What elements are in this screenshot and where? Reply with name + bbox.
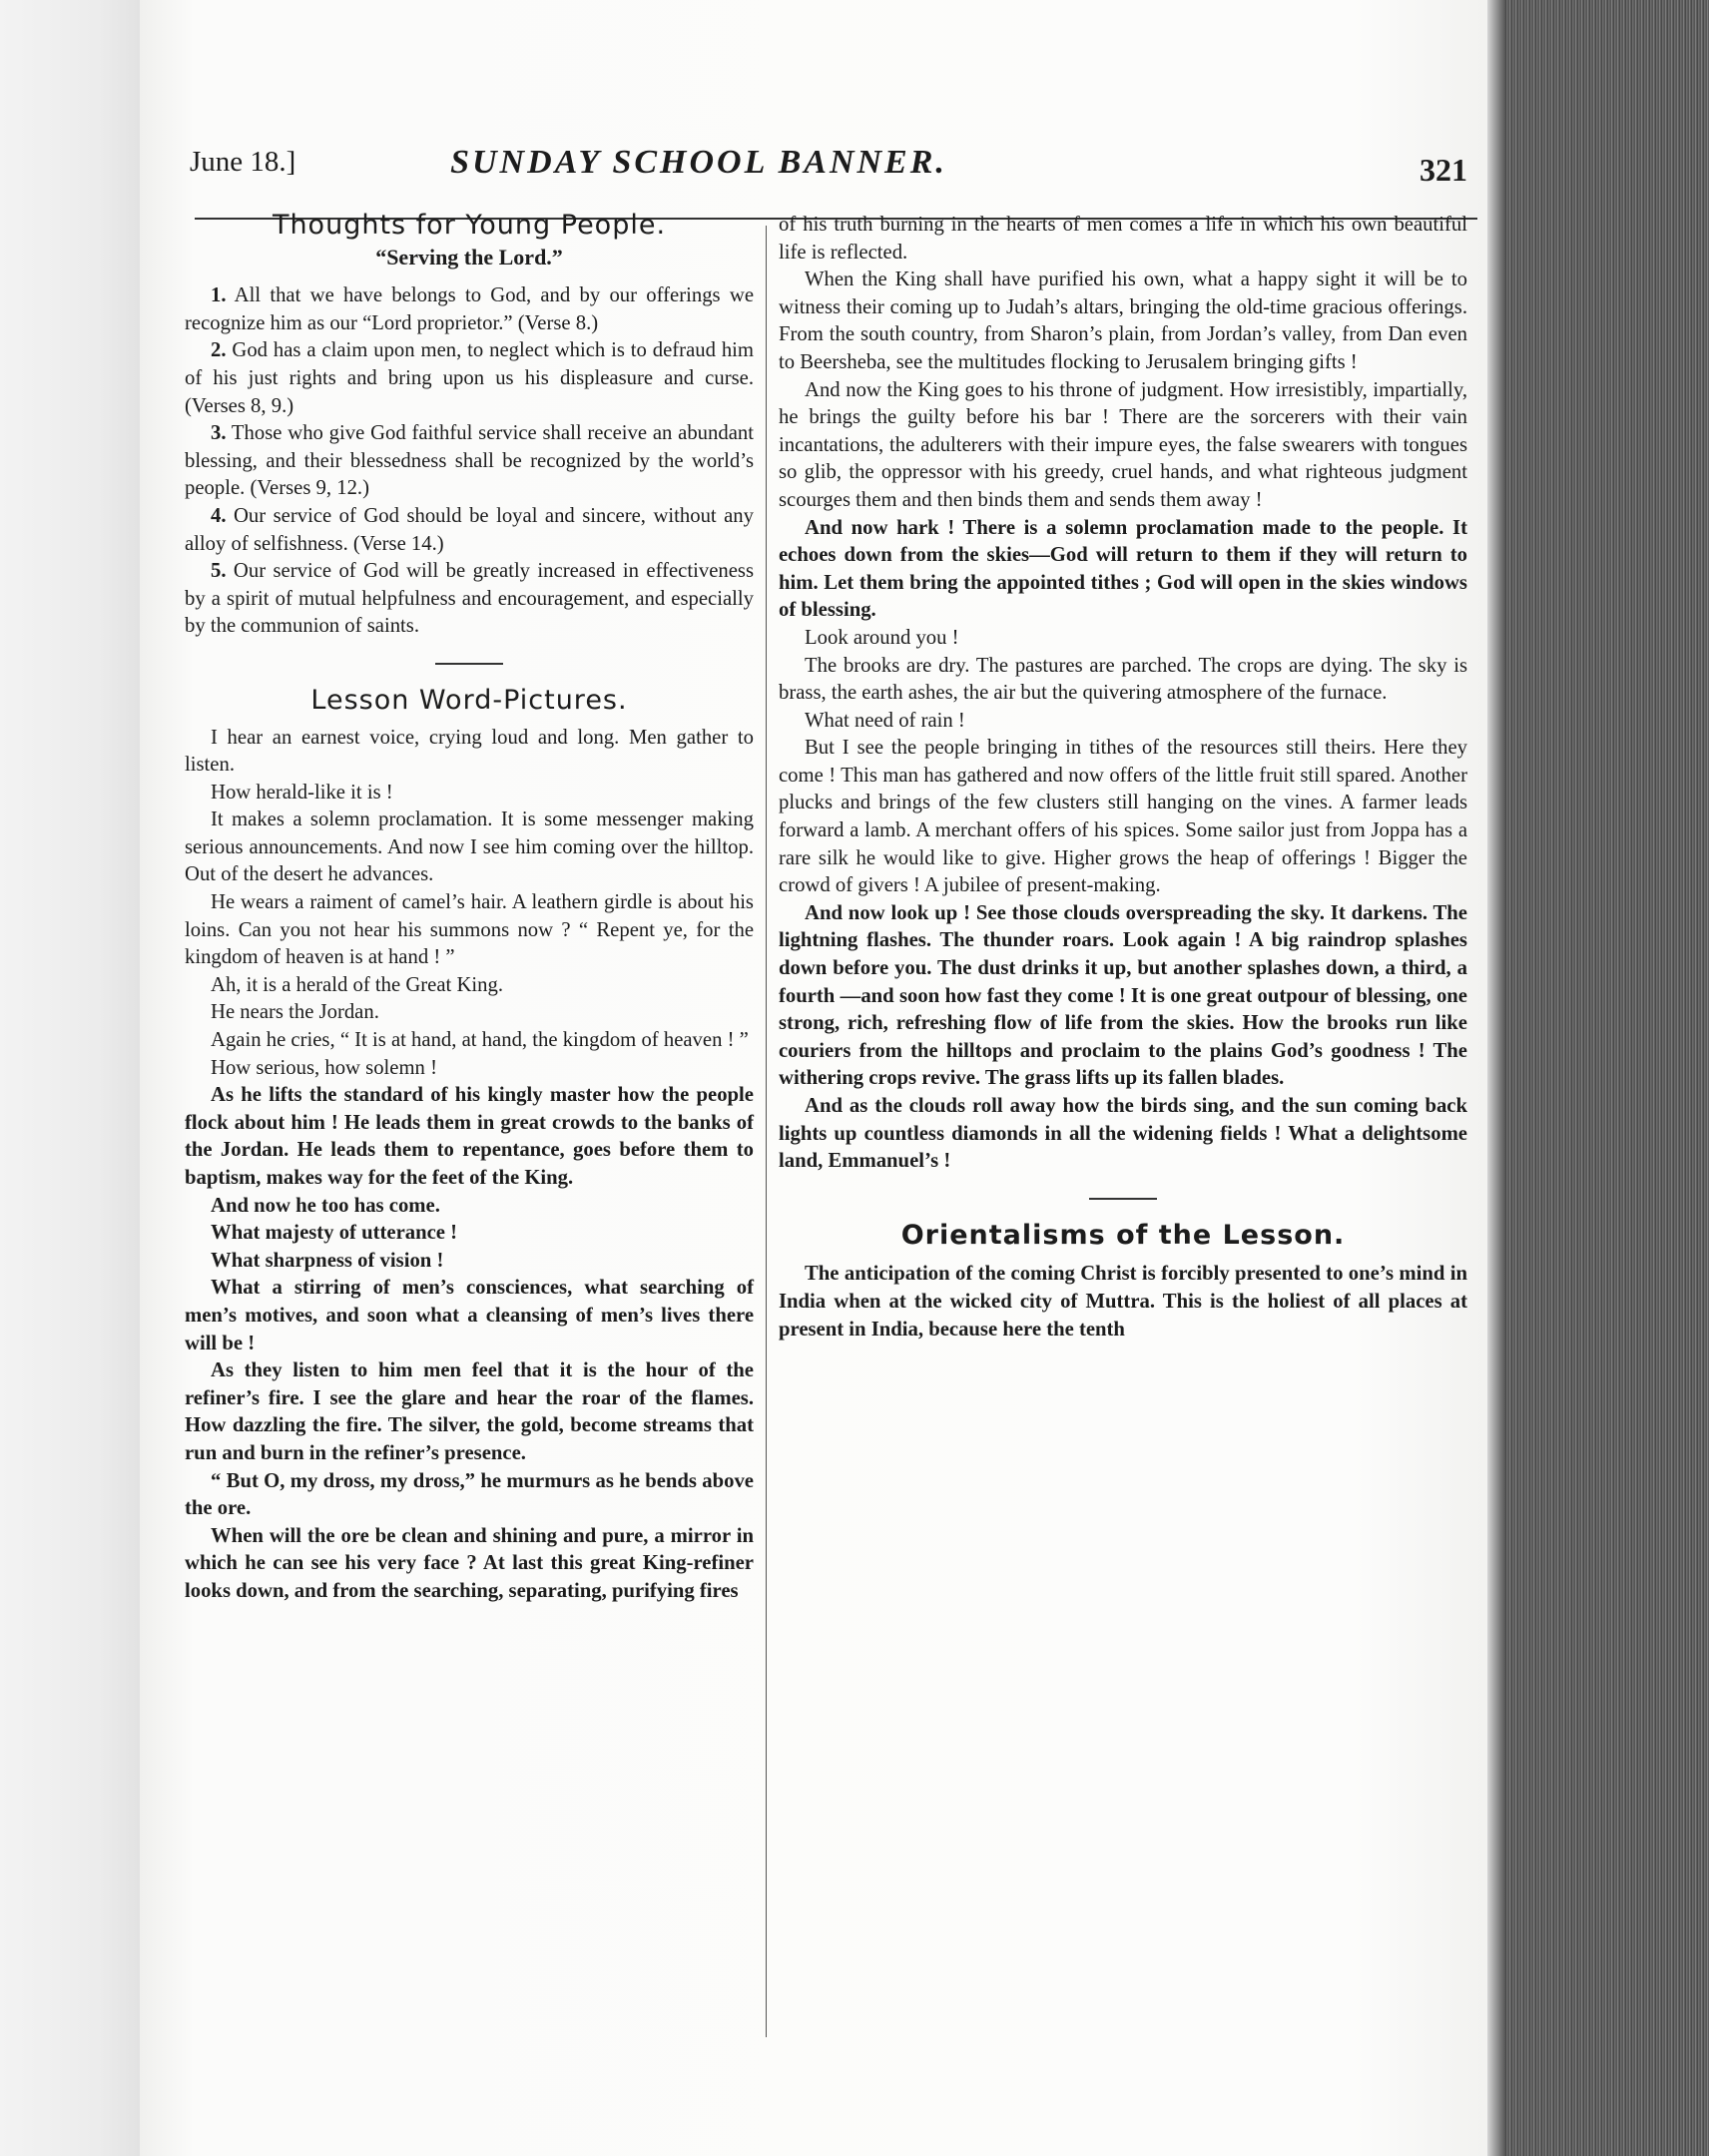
item-number: 1. — [211, 284, 227, 307]
paragraph: And now hark ! There is a solemn proclamation made to the people. It echoes down from the skies—God will return to them if they will return to him. Let them bring the appointed tithes ; God will open in the skies windows of blessing. — [779, 516, 1467, 622]
scan-background-left — [0, 0, 140, 2156]
paragraph: It makes a solemn proclamation. It is some messenger making serious announcements. And now I see him coming over the hilltop. Out of the desert he advances. — [185, 808, 754, 886]
word-pictures-heading: Lesson Word-Pictures. — [310, 684, 628, 716]
paragraph: As they listen to him men feel that it is the hour of the refiner’s fire. I see the glare and hear the roar of the flames. How dazzling the fire. The silver, the gold, become streams that run and burn in the refiner’s presence. — [185, 1359, 754, 1464]
list-item — [185, 337, 754, 420]
page-edge-shadow — [1487, 0, 1505, 2156]
item-text: Our service of God will be greatly increased in effectiveness by a spirit of mutual helpfulness and encouragement, and especially by the communion of saints. — [185, 560, 755, 638]
paragraph: “ But O, my dross, my dross,” he murmurs as he bends above the ore. — [185, 1469, 754, 1520]
page-number: 321 — [1420, 152, 1467, 188]
paragraph: The brooks are dry. The pastures are parched. The crops are dying. The sky is brass, the earth ashes, the air but the quivering atmosphere of the furnace. — [779, 654, 1467, 705]
thoughts-list — [185, 282, 754, 641]
item-number: 4. — [211, 504, 227, 527]
paragraph: How herald-like it is ! — [211, 781, 393, 804]
column-divider — [766, 226, 767, 2037]
paragraph: How serious, how solemn ! — [211, 1056, 437, 1079]
paragraph: And now the King goes to his throne of judgment. How irresistibly, impartially, he brings the guilty before his bar ! There are the sorcerers with their vain incantations, the adulterers with their impure eyes, the false swearers with tongues so glib, the oppressor with his greedy, cruel hands, and what righteous judgment scourges them and then binds them and sends them away ! — [779, 378, 1467, 511]
paragraph: Ah, it is a herald of the Great King. — [211, 973, 503, 996]
paragraph: And now look up ! See those clouds overspreading the sky. It darkens. The lightning flashes. The thunder roars. Look again ! A big raindrop splashes down before you. The dust drinks it up, but another splashes down, a third, a fourth —and soon how fast they come ! It is one great outpour of blessing, one strong, rich, refreshing flow of life from the skies. How the brooks run like couriers from the hilltops and proclaim to the plains God’s goodness ! The withering crops revive. The grass lifts up its fallen blades. — [779, 901, 1467, 1090]
orientalisms-heading: Orientalisms of the Lesson. — [900, 1219, 1346, 1251]
book-page — [140, 0, 1487, 2156]
thoughts-subheading: “Serving the Lord.” — [375, 244, 563, 270]
right-column — [779, 212, 1467, 1344]
thoughts-heading: Thoughts for Young People. — [272, 210, 667, 241]
paragraph: The anticipation of the coming Christ is forcibly presented to one’s mind in India when at the wicked city of Muttra. This is the holiest of all places at present in India, because here the tenth — [779, 1263, 1467, 1341]
item-text: Those who give God faithful service shall receive an abundant blessing, and their blessedness shall be recognized by the world’s people. (Verses 9, 12.) — [185, 422, 754, 500]
item-number: 2. — [211, 339, 227, 362]
item-number: 5. — [211, 560, 227, 583]
paragraph: of his truth burning in the hearts of men comes a life in which his own beautiful life is reflected. — [779, 214, 1467, 264]
paragraph: What majesty of utterance ! — [211, 1222, 458, 1245]
paragraph: What need of rain ! — [805, 709, 965, 732]
list-item — [185, 282, 754, 337]
item-text: All that we have belongs to God, and by our offerings we recognize him as our “Lord proprietor.” (Verse 8.) — [185, 284, 754, 334]
left-column — [185, 212, 754, 1606]
paragraph: As he lifts the standard of his kingly master how the people flock about him ! He leads them in great crowds to the banks of the Jordan. He leads them to repentance, goes before them to baptism, makes way for the feet of the King. — [185, 1084, 754, 1189]
paragraph: And as the clouds roll away how the birds sing, and the sun coming back lights up countless diamonds in all the widening fields ! What a delightsome land, Emmanuel’s ! — [779, 1095, 1467, 1173]
paragraph: But I see the people bringing in tithes of the resources still theirs. Here they come ! This man has gathered and now offers of the little fruit still spared. Another plucks and brings of the few clusters still hanging on the vines. A farmer leads forward a lamb. A merchant offers of his spices. Some sailor just from Joppa has a rare silk he would like to give. Higher grows the heap of offerings ! Bigger the crowd of givers ! A jubilee of present-making. — [779, 737, 1467, 897]
header-title: SUNDAY SCHOOL BANNER. — [450, 144, 947, 181]
paragraph: When the King shall have purified his own, what a happy sight it will be to witness their coming up to Judah’s altars, bringing the old-time gracious offerings. From the south country, from Sharon’s plain, from Jordan’s valley, from Dan even to Beersheba, see the multitudes flocking to Jerusalem bringing gifts ! — [779, 269, 1467, 373]
header-date: June 18.] — [190, 146, 296, 178]
item-text: God has a claim upon men, to neglect which is to defraud him of his just rights and bring upon us his displeasure and curse. (Verses 8, 9.) — [185, 339, 755, 417]
paragraph: Again he cries, “ It is at hand, at hand, the kingdom of heaven ! ” — [211, 1029, 749, 1052]
paragraph: When will the ore be clean and shining and pure, a mirror in which he can see his very face ? At last this great King-refiner looks down, and from the searching, separating, purifying fires — [185, 1524, 754, 1602]
paragraph: He wears a raiment of camel’s hair. A leathern girdle is about his loins. Can you not hear his summons now ? “ Repent ye, for the kingdom of heaven is at hand ! ” — [185, 891, 754, 969]
list-item — [185, 558, 754, 641]
running-header — [190, 140, 1477, 192]
list-item — [185, 420, 754, 503]
paragraph: He nears the Jordan. — [211, 1001, 379, 1024]
paragraph: Look around you ! — [805, 626, 959, 649]
paragraph: I hear an earnest voice, crying loud and long. Men gather to listen. — [185, 726, 754, 777]
section-separator — [1089, 1198, 1157, 1200]
item-number: 3. — [211, 422, 227, 445]
item-text: Our service of God should be loyal and sincere, without any alloy of selfishness. (Verse 14.) — [185, 504, 754, 555]
section-separator — [435, 663, 503, 665]
paragraph: What sharpness of vision ! — [211, 1249, 444, 1272]
list-item — [185, 503, 754, 558]
paragraph: And now he too has come. — [211, 1194, 440, 1217]
paragraph: What a stirring of men’s consciences, what searching of men’s motives, and soon what a cleansing of men’s lives there will be ! — [185, 1277, 754, 1354]
book-fore-edge — [1487, 0, 1709, 2156]
